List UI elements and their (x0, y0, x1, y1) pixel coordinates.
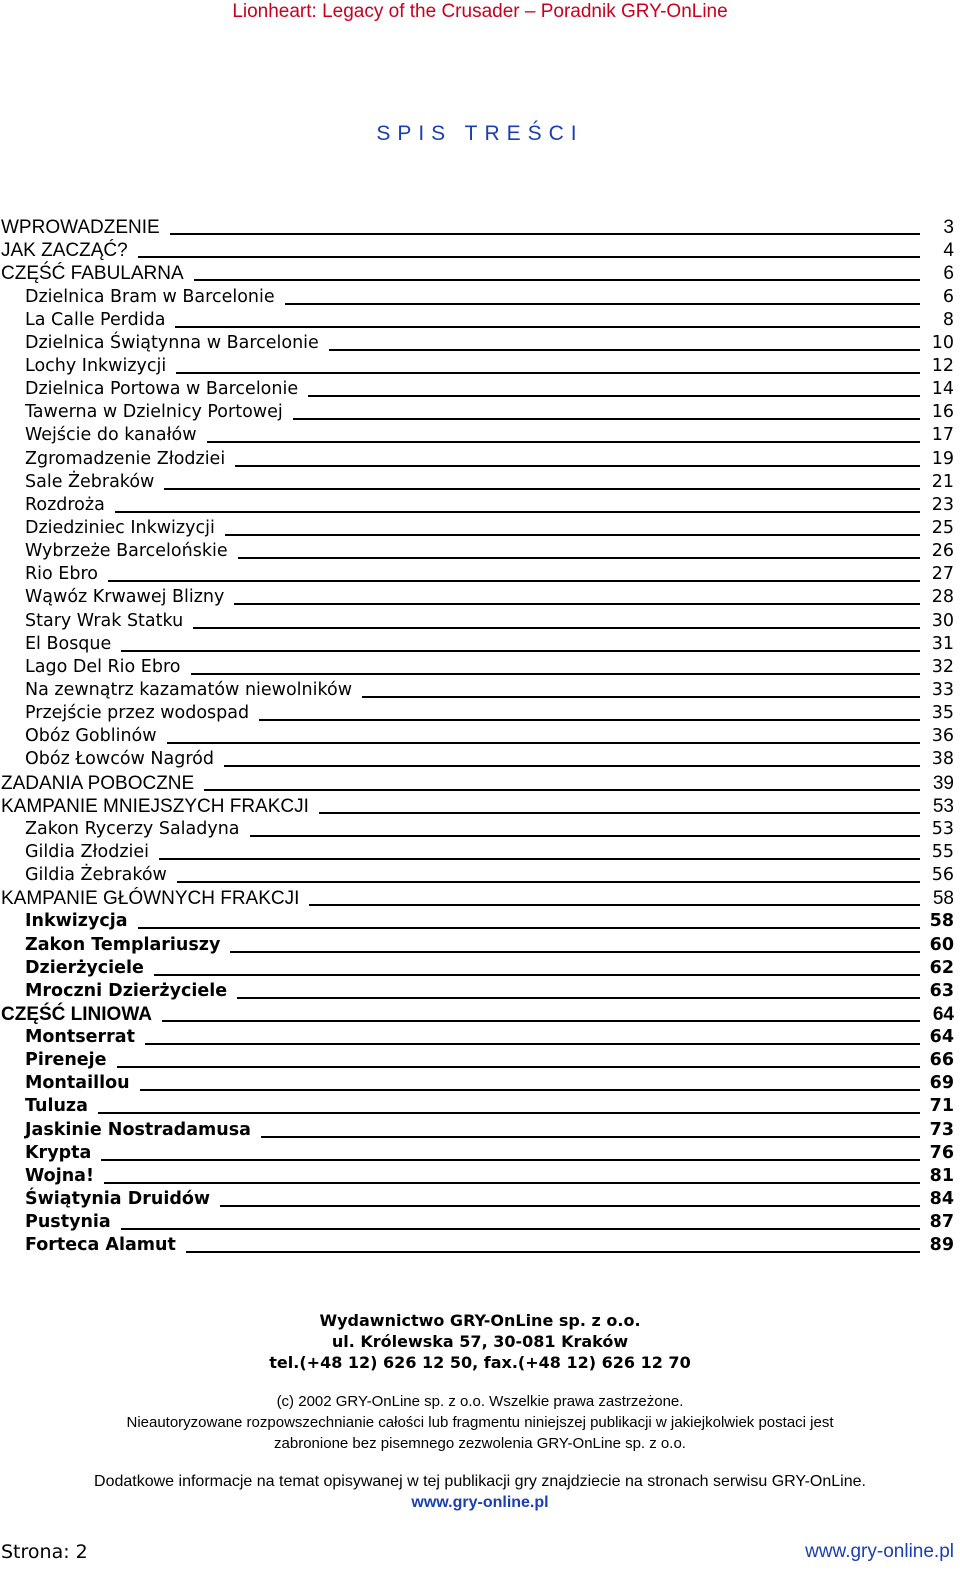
toc-entry[interactable] (0, 284, 960, 307)
toc-entry-page: 27 (931, 564, 954, 585)
toc-entry-label: ZADANIA POBOCZNE (1, 772, 195, 794)
toc-entry-page: 25 (931, 517, 954, 538)
toc-entry-label: Dzielnica Portowa w Barcelonie (25, 379, 299, 400)
toc-entry-label: Lago Del Rio Ebro (25, 656, 181, 677)
toc-entry-label: Inkwizycja (25, 911, 128, 932)
toc-leader-line (225, 534, 920, 536)
toc-entry-label: Zgromadzenie Złodziei (25, 448, 226, 469)
copyright-line: (c) 2002 GRY-OnLine sp. z o.o. Wszelkie prawa zastrzeżone. (276, 1393, 684, 1410)
toc-entry-page: 28 (931, 587, 954, 608)
toc-entry-label: Pireneje (25, 1050, 107, 1071)
toc-entry[interactable] (0, 1048, 960, 1071)
toc-entry[interactable] (0, 886, 960, 909)
page-footer (0, 1541, 960, 1567)
toc-entry-page: 32 (931, 656, 954, 677)
toc-entry-label: Dzielnica Bram w Barcelonie (25, 286, 275, 307)
footer-site-link[interactable]: www.gry-online.pl (805, 1541, 954, 1562)
publisher-address: ul. Królewska 57, 30-081 Kraków (331, 1332, 629, 1351)
toc-entry[interactable] (0, 331, 960, 354)
toc-entry[interactable] (0, 817, 960, 840)
toc-entry[interactable] (0, 1071, 960, 1094)
toc-leader-line (285, 303, 920, 305)
website-link[interactable]: www.gry-online.pl (411, 1494, 549, 1511)
toc-entry[interactable] (0, 1117, 960, 1140)
toc-leader-line (176, 372, 920, 374)
toc-entry-label: CZĘŚĆ LINIOWA (1, 1003, 152, 1025)
toc-leader-line (261, 1136, 920, 1138)
header-separator: – (519, 1, 541, 22)
toc-entry[interactable] (0, 655, 960, 678)
toc-entry-page: 62 (929, 957, 954, 978)
toc-entry-label: Obóz Łowców Nagród (25, 749, 214, 770)
toc-entry-page: 69 (929, 1073, 954, 1094)
toc-entry-label: Obóz Goblinów (25, 726, 157, 747)
toc-leader-line (164, 488, 920, 490)
toc-entry-page: 3 (943, 217, 954, 239)
toc-entry-page: 81 (929, 1165, 954, 1186)
toc-entry[interactable] (0, 400, 960, 423)
toc-entry-page: 89 (929, 1235, 954, 1256)
toc-entry[interactable] (0, 377, 960, 400)
toc-entry-page: 55 (931, 841, 954, 862)
toc-entry-label: Lochy Inkwizycji (25, 355, 167, 376)
toc-entry[interactable] (0, 539, 960, 562)
toc-leader-line (115, 511, 920, 513)
toc-entry-label: Rozdroża (25, 494, 105, 515)
publisher-info (0, 1310, 960, 1373)
toc-entry-page: 30 (931, 610, 954, 631)
toc-entry-page: 84 (929, 1189, 954, 1210)
toc-leader-line (101, 1159, 919, 1161)
toc-leader-line (224, 765, 920, 767)
toc-entry[interactable] (0, 747, 960, 770)
toc-leader-line (138, 927, 920, 929)
toc-entry-page: 71 (929, 1096, 954, 1117)
toc-entry-page: 64 (929, 1027, 954, 1048)
more-info-text: Dodatkowe informacje na temat opisywanej w tej publikacji gry znajdziecie na stronach serwisu GRY-OnLine. (94, 1473, 866, 1490)
toc-leader-line (121, 1228, 920, 1230)
toc-entry[interactable] (0, 215, 960, 238)
toc-entry[interactable] (0, 493, 960, 516)
toc-entry-label: Na zewnątrz kazamatów niewolników (25, 679, 353, 700)
toc-entry[interactable] (0, 932, 960, 955)
toc-entry[interactable] (0, 909, 960, 932)
toc-entry-label: Dzielnica Świątynna w Barcelonie (25, 332, 319, 353)
toc-entry-label: Dziedziniec Inkwizycji (25, 517, 215, 538)
toc-entry[interactable] (0, 701, 960, 724)
toc-leader-line (170, 233, 920, 235)
toc-leader-line (191, 673, 921, 675)
toc-entry-label: Stary Wrak Statku (25, 610, 184, 631)
toc-leader-line (250, 835, 920, 837)
toc-leader-line (319, 812, 920, 814)
toc-entry-page: 39 (932, 772, 954, 794)
toc-leader-line (234, 603, 920, 605)
toc-entry-label: Sale Żebraków (25, 471, 155, 492)
toc-entry[interactable] (0, 423, 960, 446)
toc-entry-page: 36 (931, 726, 954, 747)
page-header (0, 0, 960, 26)
toc-entry[interactable] (0, 1210, 960, 1233)
toc-entry[interactable] (0, 261, 960, 284)
toc-entry-page: 73 (929, 1119, 954, 1140)
toc-entry[interactable] (0, 1002, 960, 1025)
toc-entry-page: 64 (932, 1003, 954, 1025)
toc-entry-label: Wojna! (25, 1165, 94, 1186)
toc-leader-line (140, 1089, 920, 1091)
toc-leader-line (309, 904, 920, 906)
toc-entry-page: 53 (931, 818, 954, 839)
toc-entry-label: Dzierżyciele (25, 957, 144, 978)
toc-entry-label: El Bosque (25, 633, 112, 654)
toc-entry-page: 66 (929, 1050, 954, 1071)
toc-leader-line (362, 696, 920, 698)
toc-entry-page: 8 (942, 309, 954, 330)
toc-leader-line (207, 441, 920, 443)
toc-entry-label: CZĘŚĆ FABULARNA (1, 263, 184, 285)
toc-entry[interactable] (0, 1094, 960, 1117)
toc-entry-page: 12 (931, 355, 954, 376)
toc-entry-page: 35 (931, 703, 954, 724)
toc-entry-page: 53 (932, 795, 954, 817)
copyright-notice (0, 1391, 960, 1454)
toc-entry[interactable] (0, 238, 960, 261)
toc-entry[interactable] (0, 1233, 960, 1256)
toc-entry-label: KAMPANIE GŁÓWNYCH FRAKCJI (1, 888, 300, 910)
toc-entry[interactable] (0, 1025, 960, 1048)
toc-leader-line (308, 395, 920, 397)
toc-leader-line (98, 1112, 920, 1114)
toc-leader-line (154, 974, 920, 976)
toc-entry[interactable] (0, 840, 960, 863)
toc-leader-line (167, 742, 920, 744)
toc-leader-line (121, 650, 920, 652)
copyright-line: Nieautoryzowane rozpowszechnianie całości lub fragmentu niniejszej publikacji w jakiejkolwiek postaci jest (126, 1414, 834, 1431)
toc-entry-page: 58 (929, 911, 954, 932)
toc-entry-label: La Calle Perdida (25, 309, 166, 330)
toc-entry-label: Wąwóz Krwawej Blizny (25, 587, 225, 608)
toc-leader-line (108, 580, 920, 582)
table-of-contents (0, 215, 960, 1256)
toc-leader-line (293, 418, 920, 420)
toc-entry-page: 58 (932, 888, 954, 910)
toc-entry-label: JAK ZACZĄĆ? (1, 240, 128, 262)
toc-entry[interactable] (0, 308, 960, 331)
toc-entry[interactable] (0, 608, 960, 631)
toc-entry-label: Tawerna w Dzielnicy Portowej (25, 402, 283, 423)
header-game-title: Lionheart: Legacy of the Crusader (232, 1, 520, 22)
toc-leader-line (235, 465, 920, 467)
toc-entry-label: Gildia Żebraków (25, 865, 167, 886)
toc-leader-line (238, 557, 920, 559)
toc-entry-label: Montaillou (25, 1073, 130, 1094)
toc-entry-label: Świątynia Druidów (25, 1189, 211, 1210)
toc-entry-label: Przejście przez wodospad (25, 703, 250, 724)
toc-entry-label: Montserrat (25, 1027, 135, 1048)
toc-entry-page: 23 (931, 494, 954, 515)
toc-leader-line (175, 326, 920, 328)
toc-leader-line (237, 997, 920, 999)
more-info (0, 1471, 960, 1513)
toc-entry[interactable] (0, 585, 960, 608)
toc-leader-line (259, 719, 920, 721)
publisher-phone: tel.(+48 12) 626 12 50, fax.(+48 12) 626 12 70 (269, 1353, 691, 1372)
toc-entry-label: Mroczni Dzierżyciele (25, 980, 228, 1001)
toc-entry-page: 56 (931, 865, 954, 886)
toc-entry[interactable] (0, 863, 960, 886)
toc-entry-page: 33 (931, 679, 954, 700)
toc-entry-page: 6 (943, 263, 954, 285)
toc-entry-label: Jaskinie Nostradamusa (25, 1119, 251, 1140)
toc-leader-line (145, 1043, 920, 1045)
toc-entry[interactable] (0, 516, 960, 539)
toc-leader-line (177, 881, 920, 883)
toc-entry[interactable] (0, 354, 960, 377)
toc-entry[interactable] (0, 1141, 960, 1164)
toc-entry-label: Wejście do kanałów (25, 425, 197, 446)
toc-leader-line (193, 627, 920, 629)
toc-entry-page: 31 (931, 633, 954, 654)
copyright-line: zabronione bez pisemnego zezwolenia GRY-OnLine sp. z o.o. (274, 1435, 686, 1452)
toc-entry-page: 87 (929, 1212, 954, 1233)
toc-leader-line (204, 789, 920, 791)
toc-entry-page: 38 (931, 749, 954, 770)
toc-entry-label: Rio Ebro (25, 564, 98, 585)
toc-entry-label: WPROWADZENIE (1, 217, 160, 239)
toc-entry[interactable] (0, 794, 960, 817)
toc-entry[interactable] (0, 956, 960, 979)
publisher-name: Wydawnictwo GRY-OnLine sp. z o.o. (319, 1311, 641, 1330)
toc-leader-line (138, 256, 920, 258)
header-guide-name: Poradnik GRY-OnLine (540, 1, 728, 22)
toc-leader-line (220, 1205, 920, 1207)
toc-entry-label: Wybrzeże Barcelońskie (25, 541, 228, 562)
toc-entry-page: 4 (943, 240, 954, 262)
toc-entry-page: 63 (929, 980, 954, 1001)
toc-entry-page: 10 (931, 332, 954, 353)
toc-entry-label: Tuluza (25, 1096, 88, 1117)
toc-entry-page: 6 (942, 286, 954, 307)
toc-entry-page: 17 (931, 425, 954, 446)
toc-entry-page: 21 (931, 471, 954, 492)
toc-entry-page: 60 (929, 934, 954, 955)
toc-entry-label: Zakon Rycerzy Saladyna (25, 818, 240, 839)
toc-leader-line (230, 951, 919, 953)
toc-entry[interactable] (0, 979, 960, 1002)
toc-entry-page: 76 (929, 1142, 954, 1163)
toc-leader-line (117, 1066, 920, 1068)
toc-leader-line (329, 349, 920, 351)
toc-entry-label: Zakon Templariuszy (25, 934, 221, 955)
toc-entry-label: Krypta (25, 1142, 92, 1163)
toc-entry[interactable] (0, 470, 960, 493)
page-number: Strona: 2 (1, 1541, 88, 1563)
toc-entry[interactable] (0, 724, 960, 747)
toc-entry[interactable] (0, 1187, 960, 1210)
toc-entry[interactable] (0, 1164, 960, 1187)
toc-leader-line (186, 1251, 920, 1253)
toc-entry[interactable] (0, 678, 960, 701)
toc-entry-label: Pustynia (25, 1212, 111, 1233)
toc-entry-label: KAMPANIE MNIEJSZYCH FRAKCJI (1, 795, 309, 817)
toc-entry-page: 26 (931, 541, 954, 562)
toc-leader-line (162, 1020, 920, 1022)
toc-entry[interactable] (0, 562, 960, 585)
toc-leader-line (104, 1182, 920, 1184)
toc-entry-label: Gildia Złodziei (25, 841, 149, 862)
toc-entry-page: 16 (931, 402, 954, 423)
toc-entry-page: 14 (931, 379, 954, 400)
toc-entry-page: 19 (931, 448, 954, 469)
toc-entry[interactable] (0, 446, 960, 469)
toc-leader-line (194, 279, 920, 281)
toc-entry[interactable] (0, 770, 960, 793)
toc-leader-line (159, 858, 920, 860)
toc-entry-label: Forteca Alamut (25, 1235, 176, 1256)
toc-entry[interactable] (0, 632, 960, 655)
toc-title: SPIS TREŚCI (376, 122, 584, 145)
